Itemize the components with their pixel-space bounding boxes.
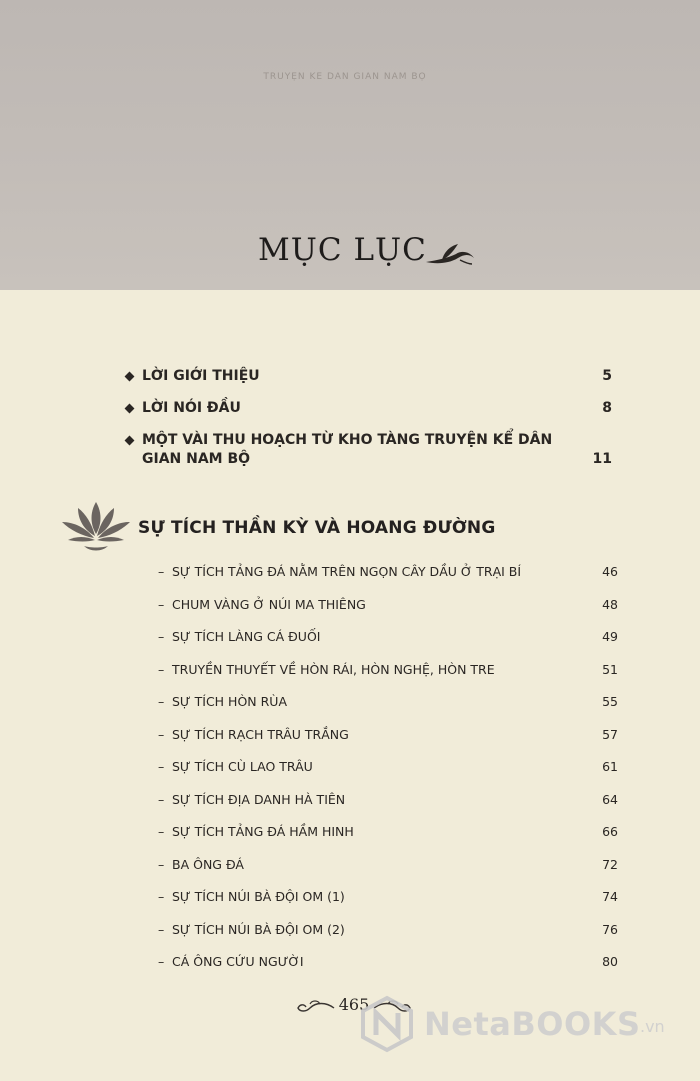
- toc-entry-label: SỰ TÍCH HÒN RÙA: [172, 694, 288, 709]
- dash-marker: –: [158, 921, 165, 937]
- toc-entry[interactable]: [158, 790, 618, 823]
- toc-entry[interactable]: [158, 757, 618, 790]
- toc-entry-label: SỰ TÍCH NÚI BÀ ĐỘI OM (2): [172, 921, 345, 937]
- dash-marker: –: [158, 629, 165, 644]
- lotus-icon: [58, 496, 134, 560]
- toc-entry[interactable]: [158, 627, 618, 660]
- toc-entry-label: LỜI GIỚI THIỆU: [142, 368, 260, 384]
- toc-entry-label: SỰ TÍCH TẢNG ĐÁ NẰM TRÊN NGỌN CÂY DẦU Ở TRẠI BÍ: [172, 564, 522, 579]
- dash-marker: –: [158, 856, 165, 872]
- dash-marker: –: [158, 661, 165, 677]
- toc-entry-label: SỰ TÍCH CÙ LAO TRÂU: [172, 759, 313, 774]
- toc-entry[interactable]: [158, 725, 618, 758]
- page-title: MỤC LỤC: [258, 232, 427, 268]
- toc-entry-label: SỰ TÍCH LÀNG CÁ ĐUỐI: [172, 629, 321, 644]
- toc-entry-page: 11: [592, 451, 612, 467]
- toc-entry[interactable]: [158, 660, 618, 693]
- toc-entry-page: 57: [602, 726, 618, 742]
- toc-entry-page: 55: [602, 694, 618, 709]
- dash-marker: –: [158, 824, 165, 839]
- front-matter-list: [124, 367, 620, 482]
- toc-entry-label: LỜI NÓI ĐẦU: [142, 400, 241, 416]
- toc-entry-label: SỰ TÍCH TẢNG ĐÁ HẦM HINH: [172, 824, 354, 839]
- dash-marker: –: [158, 726, 165, 742]
- watermark: [358, 995, 698, 1055]
- toc-entry[interactable]: [158, 692, 618, 725]
- running-header: TRUYỆN KỂ DÂN GIAN NAM BỘ: [263, 72, 427, 82]
- toc-entry[interactable]: [158, 562, 618, 595]
- page-number: 465: [338, 995, 370, 1014]
- toc-entry-label: SỰ TÍCH ĐỊA DANH HÀ TIÊN: [172, 791, 346, 807]
- dash-marker: –: [158, 596, 165, 612]
- toc-entry[interactable]: [158, 920, 618, 953]
- dash-marker: –: [158, 564, 165, 579]
- toc-entry-label: SỰ TÍCH NÚI BÀ ĐỘI OM (1): [172, 889, 345, 904]
- dash-marker: –: [158, 791, 165, 807]
- toc-entry-page: 80: [602, 954, 618, 969]
- toc-entry[interactable]: [158, 855, 618, 888]
- section-title: SỰ TÍCH THẦN KỲ VÀ HOANG ĐƯỜNG: [138, 518, 496, 538]
- scroll-flourish-icon: [296, 998, 336, 1018]
- leaf-flourish-icon: [422, 240, 478, 270]
- dash-marker: –: [158, 889, 165, 904]
- toc-entry-page: 74: [602, 889, 618, 904]
- toc-entry[interactable]: [124, 367, 620, 386]
- toc-entry-label: MỘT VÀI THU HOẠCH TỪ KHO TÀNG TRUYỆN KỂ DÂN GIAN NAM BỘ: [142, 432, 553, 467]
- watermark-suffix: .vn: [640, 1017, 665, 1036]
- toc-entry[interactable]: [124, 399, 620, 418]
- watermark-brand: NetaBOOKS: [424, 1005, 641, 1043]
- toc-entry-page: 66: [602, 824, 618, 839]
- toc-entry-page: 49: [602, 629, 618, 644]
- toc-entry-page: 48: [602, 596, 618, 612]
- toc-entry[interactable]: [158, 887, 618, 920]
- toc-entry-label: TRUYỀN THUYẾT VỀ HÒN RÁI, HÒN NGHỆ, HÒN TRE: [172, 661, 495, 677]
- toc-entry[interactable]: [158, 595, 618, 628]
- toc-entry-label: CÁ ÔNG CỨU NGƯỜI: [172, 954, 304, 969]
- toc-entry-page: 5: [602, 368, 612, 384]
- toc-entry-page: 46: [602, 564, 618, 579]
- toc-entry[interactable]: [158, 952, 618, 985]
- dash-marker: –: [158, 759, 165, 774]
- toc-entry-label: SỰ TÍCH RẠCH TRÂU TRẮNG: [172, 726, 349, 742]
- toc-entry-label: BA ÔNG ĐÁ: [172, 856, 244, 872]
- netabooks-logo-icon: [358, 995, 416, 1053]
- toc-entry-page: 8: [602, 400, 612, 416]
- dash-marker: –: [158, 954, 165, 969]
- toc-entry-label: CHUM VÀNG Ở NÚI MA THIÊNG: [172, 596, 366, 612]
- dash-marker: –: [158, 694, 165, 709]
- toc-entry[interactable]: [158, 822, 618, 855]
- toc-entry-page: 61: [602, 759, 618, 774]
- toc-entry-page: 51: [602, 661, 618, 677]
- section-entry-list: [158, 562, 618, 985]
- toc-entry-page: 64: [602, 791, 618, 807]
- toc-entry[interactable]: [124, 431, 620, 469]
- toc-entry-page: 72: [602, 856, 618, 872]
- toc-entry-page: 76: [602, 921, 618, 937]
